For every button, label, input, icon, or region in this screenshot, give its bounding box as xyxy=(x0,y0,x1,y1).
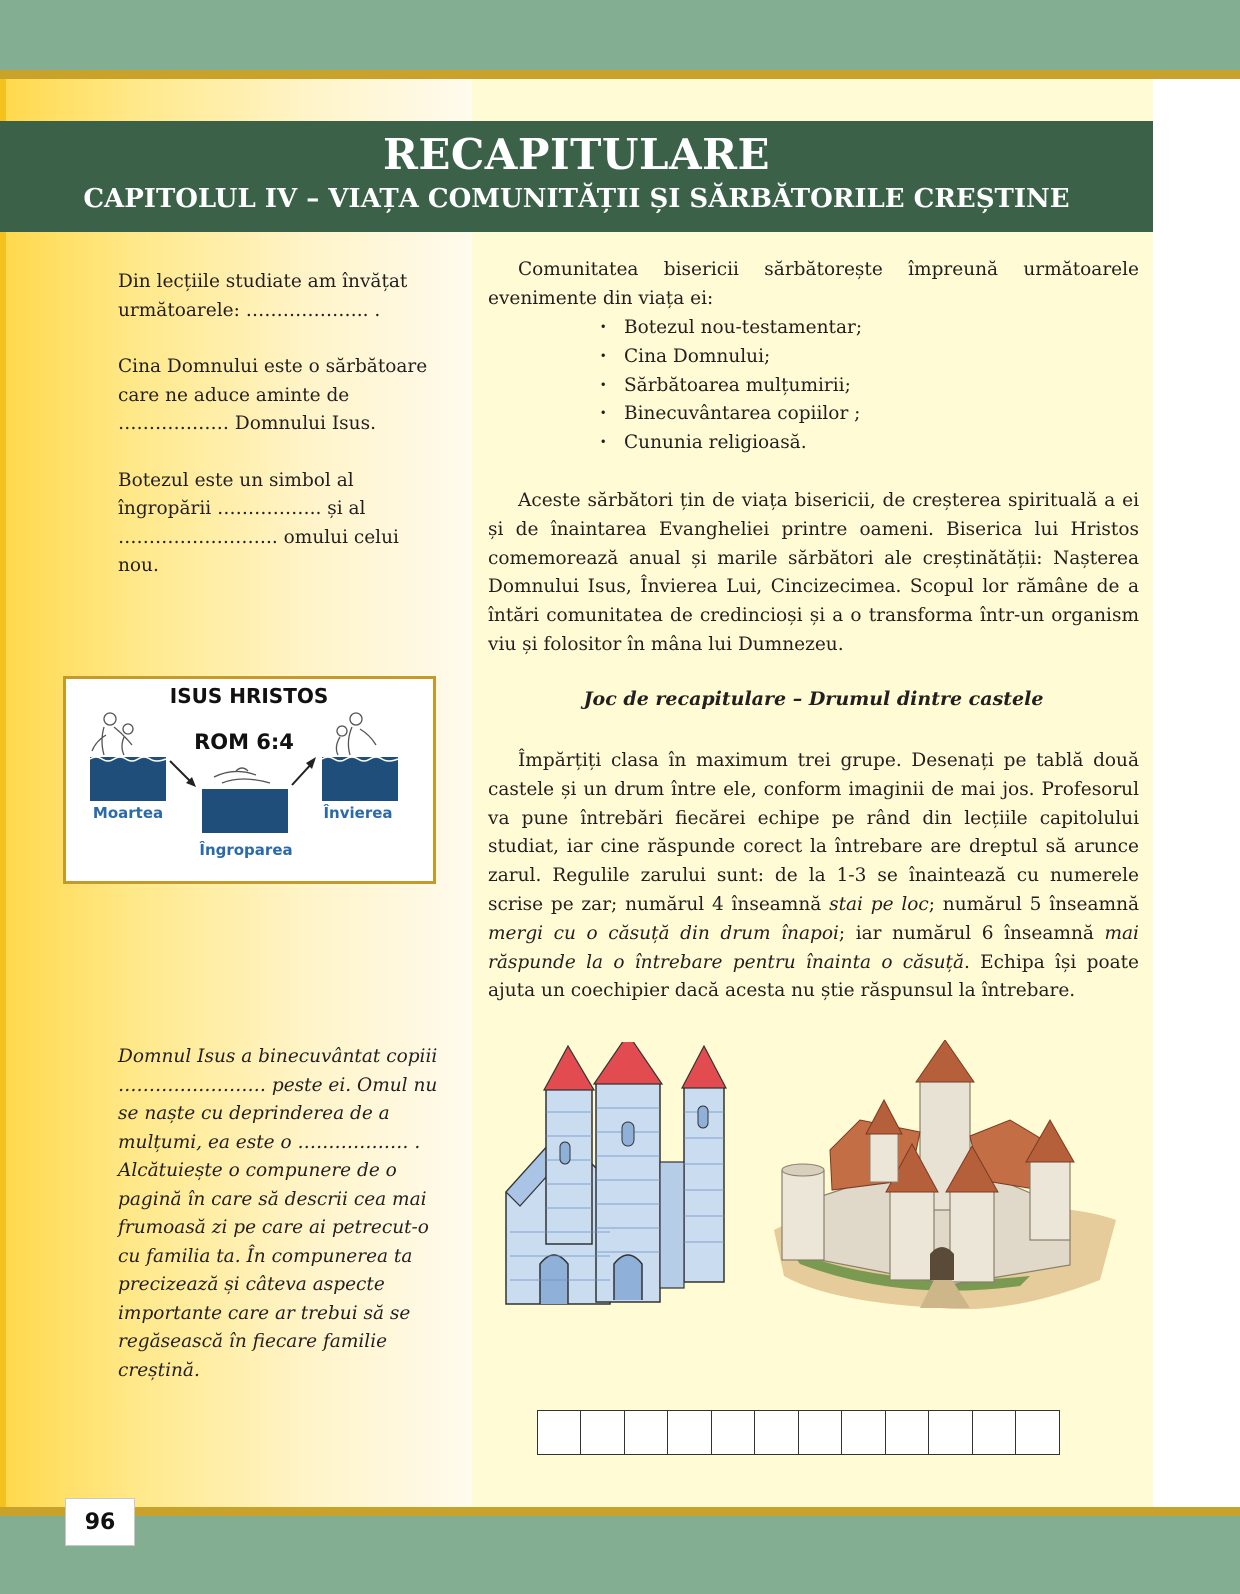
page-number: 96 xyxy=(65,1498,135,1546)
bottom-green-band xyxy=(0,1516,1240,1594)
intro-text xyxy=(488,256,1139,314)
review-paragraph-2: Cina Domnului este o sărbătoare care ne aduce aminte de ……………… Domnului Isus. xyxy=(118,356,428,434)
road-cell xyxy=(580,1410,625,1455)
game-italic-3: mai răspunde la o întrebare pentru înainta o căsuță xyxy=(488,922,1139,973)
list-item: · Botezul nou-testamentar; xyxy=(600,314,1100,343)
left-italic-exercise xyxy=(118,1043,443,1385)
figure-title: ISUS HRISTOS xyxy=(169,684,329,708)
top-green-band xyxy=(0,0,1240,70)
game-text-4: . Echipa își poate ajuta un coechipier dacă acesta nu știe răspunsul la întrebare. xyxy=(488,951,1140,1002)
road-cell xyxy=(711,1410,756,1455)
list-item: · Cununia religioasă. xyxy=(600,429,1100,458)
game-text-1: Împărțiți clasa în maximum trei grupe. Desenați pe tablă două castele și un drum între ele, conform imaginii de mai jos. Profesorul va pune întrebări fiecărei echipe pe rând din lecțiile capitolului studiat, iar cine răspunde corect la întrebare are dreptul să arunce zarul. Regulile zarului sunt: de la 1-3 se înaintează cu numerele scrise pe zar; numărul 4 înseamnă xyxy=(488,750,1139,915)
baptism-figure xyxy=(63,676,436,884)
castle-photo-right xyxy=(770,1040,1120,1315)
label-resurrection: Învierea xyxy=(323,804,393,822)
road-cell xyxy=(624,1410,669,1455)
bottom-gold-rule xyxy=(0,1507,1240,1516)
events-list xyxy=(600,314,1100,458)
road-cell xyxy=(885,1410,930,1455)
water-block-right xyxy=(322,757,398,801)
road-cell xyxy=(972,1410,1017,1455)
game-italic-1: stai pe loc xyxy=(829,893,929,915)
road-cell xyxy=(1015,1410,1060,1455)
road-cell xyxy=(928,1410,973,1455)
page-title: RECAPITULARE xyxy=(382,130,771,179)
roof-red-icon xyxy=(544,1046,594,1090)
label-burial: Îngroparea xyxy=(199,841,293,859)
left-text-block xyxy=(118,268,438,581)
header-bar xyxy=(0,121,1153,232)
top-gold-rule xyxy=(0,70,1240,79)
figure-person-right-icon xyxy=(336,713,376,755)
review-paragraph-3: Botezul este un simbol al îngropării …………….. și al …………………….. omului celui nou. xyxy=(118,469,399,576)
figure-person-center-icon xyxy=(214,768,270,783)
list-item: · Sărbătoarea mulțumirii; xyxy=(600,372,1100,401)
castle-drawing-left xyxy=(500,1042,760,1312)
road-cell xyxy=(754,1410,799,1455)
road-squares xyxy=(538,1410,1060,1455)
list-item: · Binecuvântarea copiilor ; xyxy=(600,400,1100,429)
left-edge-stripe xyxy=(0,79,6,1507)
celebrations-paragraph: Aceste sărbători țin de viața bisericii, de creșterea spirituală a ei și de înaintarea Evangheliei printre oameni. Biserica lui Hristos comemorează anual și marile sărbători ale creștinătății: Nașterea Domnului Isus, Învierea Lui, Cincizecimea. Scopul lor rămâne de a întări comunitatea de credincioși și a o transforma într-un organism viu și folositor în mâna lui Dumnezeu. xyxy=(488,490,1139,655)
page-subtitle: CAPITOLUL IV – VIAȚA COMUNITĂȚII ȘI SĂRBĂTORILE CREȘTINE xyxy=(83,184,1070,214)
road-cell xyxy=(798,1410,843,1455)
figure-person-left-icon xyxy=(92,713,133,755)
road-cell xyxy=(537,1410,582,1455)
game-instructions xyxy=(488,747,1139,1006)
list-item: · Cina Domnului; xyxy=(600,343,1100,372)
road-cell xyxy=(667,1410,712,1455)
game-paragraph xyxy=(488,747,1139,1006)
baptism-diagram xyxy=(66,679,433,881)
game-text-3: ; iar numărul 6 înseamnă xyxy=(838,922,1105,944)
label-death: Moartea xyxy=(92,804,164,822)
road-cell xyxy=(841,1410,886,1455)
intro-paragraph: Comunitatea bisericii sărbătorește împreună următoarele evenimente din viața ei: xyxy=(488,259,1139,309)
review-paragraph-1: Din lecțiile studiate am învățat următoarele: ……………….. . xyxy=(118,271,408,321)
water-block-left xyxy=(90,757,166,801)
game-text-2: ; numărul 5 înseamnă xyxy=(928,893,1140,915)
water-block-center xyxy=(202,789,288,833)
game-title: Joc de recapitulare – Drumul dintre castele xyxy=(583,688,1044,710)
celebrations-text xyxy=(488,487,1139,660)
exercise-paragraph: Domnul Isus a binecuvântat copiii …………………… peste ei. Omul nu se naște cu deprinderea de a mulțumi, ea este o ……………… . Alcătuiește o compunere de o pagină în care să descrii cea mai frumoasă zi pe care ai petrecut-o cu familia ta. În compunerea ta precizează și câteva aspecte importante care ar trebui să se regăsească în fiecare familie creștină. xyxy=(118,1046,438,1381)
figure-reference: ROM 6:4 xyxy=(194,730,294,754)
game-italic-2: mergi cu o căsuță din drum înapoi xyxy=(488,922,839,944)
